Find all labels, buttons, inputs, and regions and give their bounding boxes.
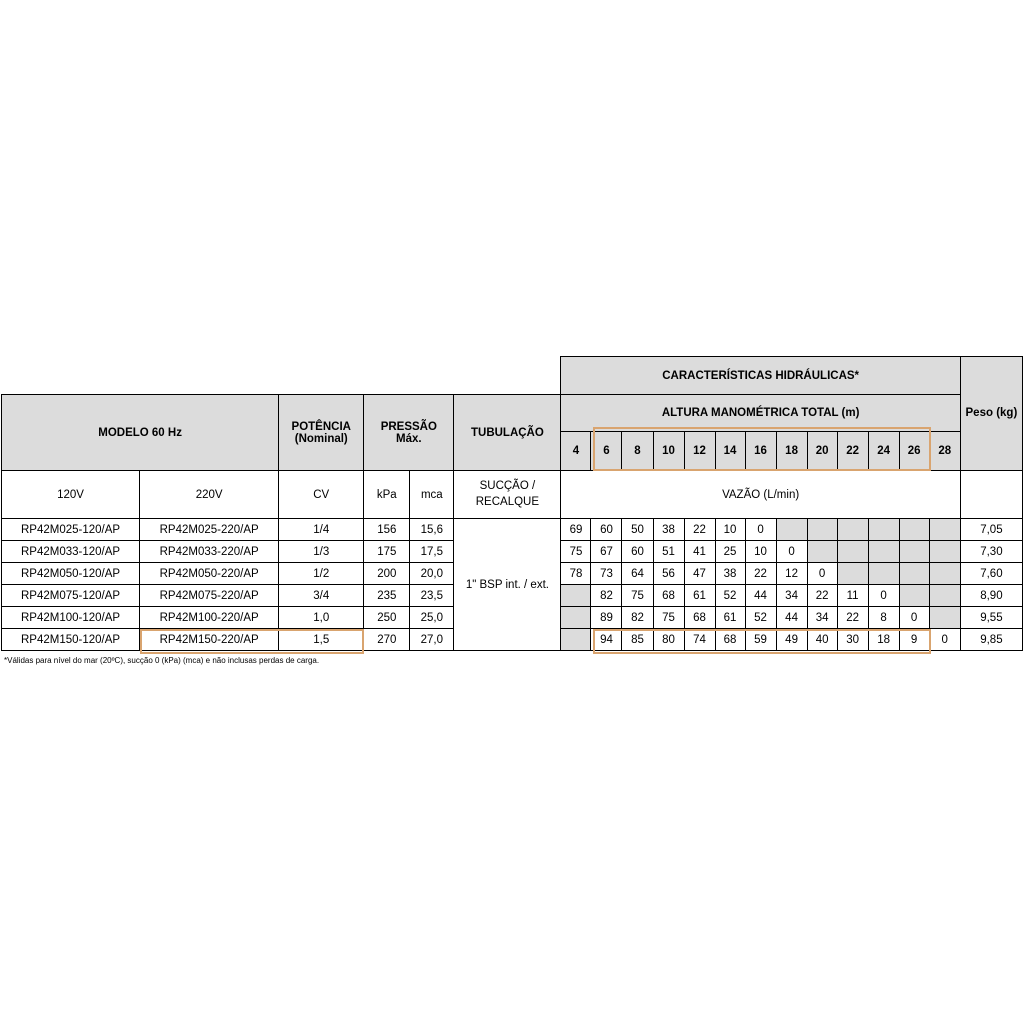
- flow-cell: 64: [622, 563, 653, 585]
- flow-cell: 11: [837, 585, 868, 607]
- height-col-18: 18: [776, 432, 807, 471]
- flow-cell: 47: [684, 563, 715, 585]
- flow-cell: [837, 519, 868, 541]
- mca-header: mca: [410, 471, 454, 519]
- power-cv: 1,5: [279, 629, 364, 651]
- flow-cell: 40: [807, 629, 837, 651]
- pressure-kpa: 250: [364, 607, 410, 629]
- flow-cell: 49: [776, 629, 807, 651]
- flow-cell: 74: [684, 629, 715, 651]
- weight-kg: 7,05: [960, 519, 1022, 541]
- model-120v: RP42M150-120/AP: [2, 629, 140, 651]
- table-row: [2, 519, 1023, 541]
- power-cv: 1/3: [279, 541, 364, 563]
- potencia-header: POTÊNCIA (Nominal): [279, 395, 364, 471]
- flow-cell: 38: [715, 563, 745, 585]
- flow-cell: 8: [868, 607, 899, 629]
- flow-cell: [807, 541, 837, 563]
- flow-cell: 0: [868, 585, 899, 607]
- height-col-8: 8: [622, 432, 653, 471]
- power-cv: 1/2: [279, 563, 364, 585]
- flow-cell: 69: [561, 519, 591, 541]
- pressure-mca: 15,6: [410, 519, 454, 541]
- flow-cell: [868, 519, 899, 541]
- weight-kg: 7,30: [960, 541, 1022, 563]
- flow-cell: [837, 541, 868, 563]
- pressure-kpa: 200: [364, 563, 410, 585]
- flow-cell: 25: [715, 541, 745, 563]
- pressure-kpa: 175: [364, 541, 410, 563]
- pressure-mca: 23,5: [410, 585, 454, 607]
- flow-cell: 38: [653, 519, 684, 541]
- flow-cell: 68: [653, 585, 684, 607]
- flow-cell: [929, 563, 960, 585]
- power-cv: 1/4: [279, 519, 364, 541]
- flow-cell: 0: [807, 563, 837, 585]
- height-col-4: 4: [561, 432, 591, 471]
- flow-cell: 85: [622, 629, 653, 651]
- model-120v: RP42M075-120/AP: [2, 585, 140, 607]
- flow-cell: 10: [745, 541, 776, 563]
- flow-cell: 80: [653, 629, 684, 651]
- flow-cell: [899, 541, 929, 563]
- pressure-kpa: 270: [364, 629, 410, 651]
- flow-cell: [868, 541, 899, 563]
- flow-cell: 12: [776, 563, 807, 585]
- model-120v: RP42M100-120/AP: [2, 607, 140, 629]
- weight-kg: 9,55: [960, 607, 1022, 629]
- succao-header: SUCÇÃO / RECALQUE: [454, 471, 561, 519]
- height-col-24: 24: [868, 432, 899, 471]
- modelo-header: MODELO 60 Hz: [2, 395, 279, 471]
- flow-cell: 61: [715, 607, 745, 629]
- flow-cell: [837, 563, 868, 585]
- flow-cell: 44: [745, 585, 776, 607]
- blank-corner: [2, 357, 561, 395]
- kpa-header: kPa: [364, 471, 410, 519]
- flow-cell: [561, 607, 591, 629]
- flow-cell: 34: [807, 607, 837, 629]
- model-220v: RP42M075-220/AP: [140, 585, 279, 607]
- flow-cell: 0: [776, 541, 807, 563]
- height-col-12: 12: [684, 432, 715, 471]
- flow-cell: 9: [899, 629, 929, 651]
- flow-cell: [868, 563, 899, 585]
- flow-cell: [929, 585, 960, 607]
- flow-cell: [561, 585, 591, 607]
- flow-cell: 44: [776, 607, 807, 629]
- flow-cell: 41: [684, 541, 715, 563]
- cv-header: CV: [279, 471, 364, 519]
- flow-cell: 59: [745, 629, 776, 651]
- flow-cell: [807, 519, 837, 541]
- flow-cell: 56: [653, 563, 684, 585]
- flow-cell: 60: [591, 519, 622, 541]
- flow-cell: 94: [591, 629, 622, 651]
- flow-cell: 75: [561, 541, 591, 563]
- flow-cell: 52: [715, 585, 745, 607]
- pressure-mca: 20,0: [410, 563, 454, 585]
- caracteristicas-header: CARACTERÍSTICAS HIDRÁULICAS*: [561, 357, 960, 395]
- flow-cell: 68: [715, 629, 745, 651]
- flow-cell: 75: [653, 607, 684, 629]
- pump-spec-table: [1, 356, 1023, 651]
- flow-cell: 61: [684, 585, 715, 607]
- flow-cell: [899, 519, 929, 541]
- flow-cell: [929, 607, 960, 629]
- flow-cell: [929, 519, 960, 541]
- vazao-header: VAZÃO (L/min): [561, 471, 960, 519]
- height-col-16: 16: [745, 432, 776, 471]
- flow-cell: 0: [745, 519, 776, 541]
- flow-cell: [899, 563, 929, 585]
- height-col-10: 10: [653, 432, 684, 471]
- height-col-20: 20: [807, 432, 837, 471]
- height-col-28: 28: [929, 432, 960, 471]
- model-120v: RP42M050-120/AP: [2, 563, 140, 585]
- flow-cell: 68: [684, 607, 715, 629]
- flow-cell: 73: [591, 563, 622, 585]
- height-col-6: 6: [591, 432, 622, 471]
- flow-cell: 75: [622, 585, 653, 607]
- peso-header: Peso (kg): [960, 357, 1022, 471]
- height-col-22: 22: [837, 432, 868, 471]
- weight-kg: 9,85: [960, 629, 1022, 651]
- altura-header: ALTURA MANOMÉTRICA TOTAL (m): [561, 395, 960, 432]
- model-120v: RP42M033-120/AP: [2, 541, 140, 563]
- voltage-120-header: 120V: [2, 471, 140, 519]
- footnote: *Válidas para nível do mar (20ºC), sucção 0 (kPa) (mca) e não inclusas perdas de carga.: [4, 656, 320, 665]
- tubulacao-value: 1" BSP int. / ext.: [454, 519, 561, 651]
- height-col-14: 14: [715, 432, 745, 471]
- flow-cell: 89: [591, 607, 622, 629]
- flow-cell: 52: [745, 607, 776, 629]
- flow-cell: [899, 585, 929, 607]
- model-220v: RP42M150-220/AP: [140, 629, 279, 651]
- flow-cell: 50: [622, 519, 653, 541]
- voltage-220-header: 220V: [140, 471, 279, 519]
- tubulacao-header: TUBULAÇÃO: [454, 395, 561, 471]
- model-220v: RP42M100-220/AP: [140, 607, 279, 629]
- flow-cell: [929, 541, 960, 563]
- flow-cell: 22: [684, 519, 715, 541]
- flow-cell: 22: [837, 607, 868, 629]
- flow-cell: 10: [715, 519, 745, 541]
- flow-cell: 34: [776, 585, 807, 607]
- flow-cell: 82: [622, 607, 653, 629]
- weight-kg: 8,90: [960, 585, 1022, 607]
- flow-cell: 51: [653, 541, 684, 563]
- flow-cell: 18: [868, 629, 899, 651]
- flow-cell: [776, 519, 807, 541]
- flow-cell: 60: [622, 541, 653, 563]
- flow-cell: 67: [591, 541, 622, 563]
- pressao-header: PRESSÃO Máx.: [364, 395, 454, 471]
- weight-kg: 7,60: [960, 563, 1022, 585]
- flow-cell: 30: [837, 629, 868, 651]
- model-220v: RP42M033-220/AP: [140, 541, 279, 563]
- flow-cell: 22: [807, 585, 837, 607]
- flow-cell: 78: [561, 563, 591, 585]
- pressure-mca: 27,0: [410, 629, 454, 651]
- flow-cell: 0: [929, 629, 960, 651]
- model-220v: RP42M050-220/AP: [140, 563, 279, 585]
- peso-subheader-blank: [960, 471, 1022, 519]
- height-col-26: 26: [899, 432, 929, 471]
- pressure-kpa: 156: [364, 519, 410, 541]
- power-cv: 1,0: [279, 607, 364, 629]
- model-120v: RP42M025-120/AP: [2, 519, 140, 541]
- model-220v: RP42M025-220/AP: [140, 519, 279, 541]
- flow-cell: [561, 629, 591, 651]
- pressure-mca: 25,0: [410, 607, 454, 629]
- pressure-mca: 17,5: [410, 541, 454, 563]
- flow-cell: 82: [591, 585, 622, 607]
- pressure-kpa: 235: [364, 585, 410, 607]
- flow-cell: 22: [745, 563, 776, 585]
- flow-cell: 0: [899, 607, 929, 629]
- power-cv: 3/4: [279, 585, 364, 607]
